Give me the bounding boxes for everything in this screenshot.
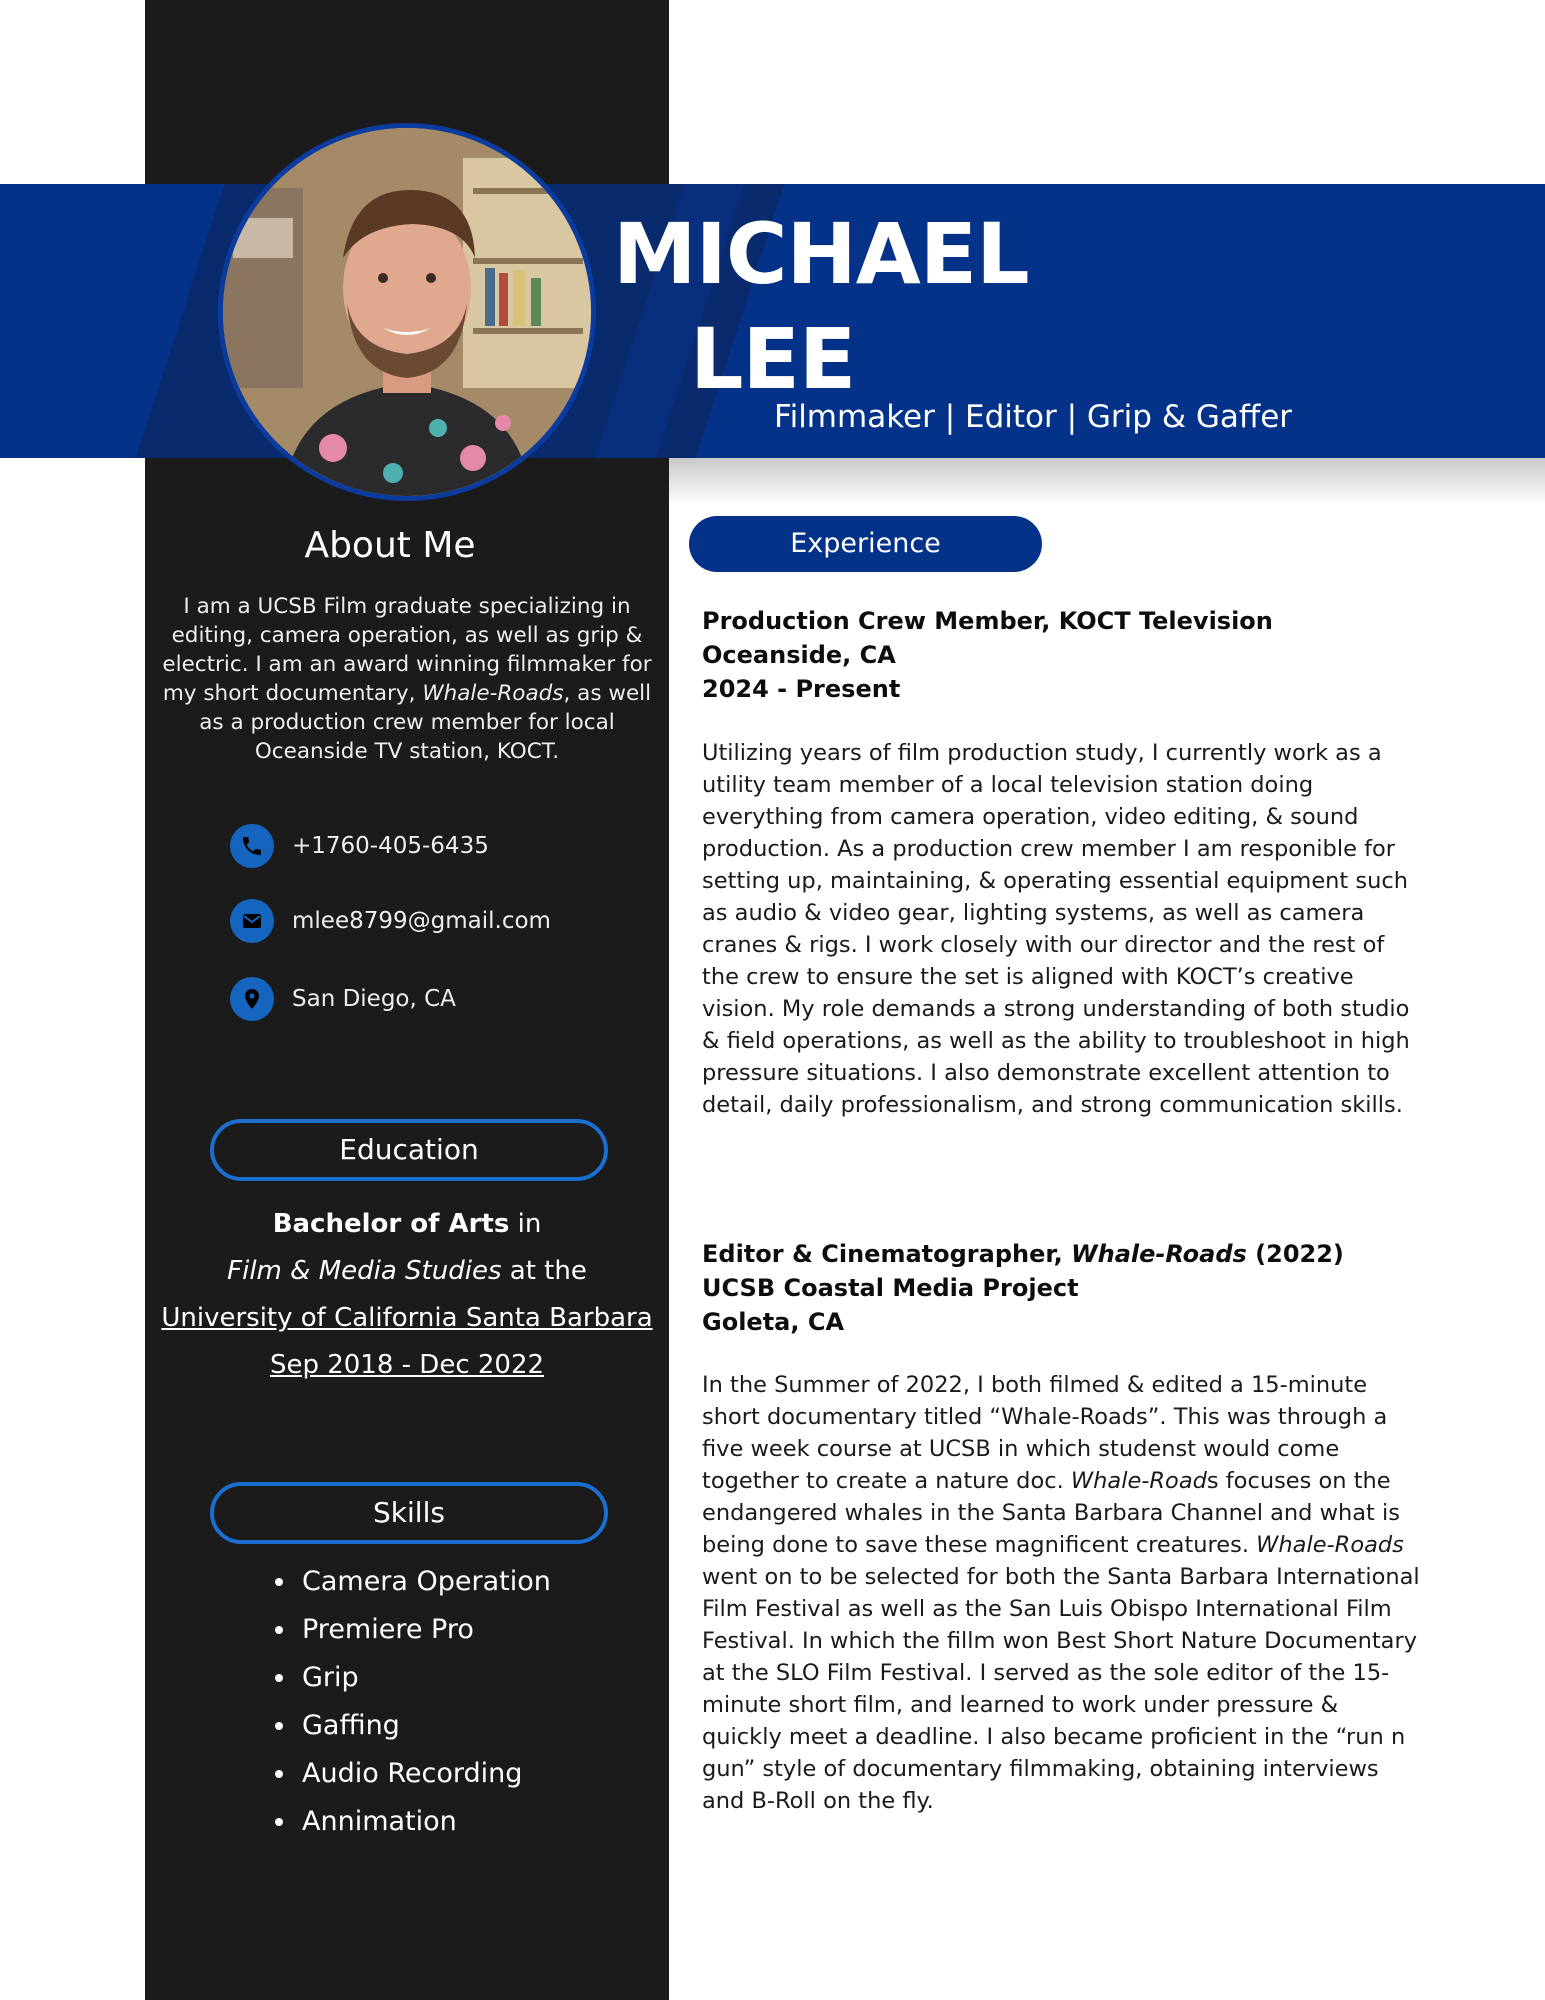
contact-email[interactable] [230,899,551,943]
email-icon [230,899,274,943]
person-portrait-icon [223,128,591,496]
profile-photo [218,123,596,501]
job2-organization: UCSB Coastal Media Project [702,1274,1079,1302]
skills-title: Skills [210,1482,608,1544]
education-title: Education [210,1119,608,1181]
job2-title [702,1237,1344,1271]
education-degree-line [145,1209,669,1239]
skill-item: • Gaffing [298,1702,551,1750]
school-link[interactable]: University of California Santa Barbara [161,1303,653,1333]
skill-item: • Camera Operation [298,1558,551,1606]
degree: Bachelor of Arts [272,1209,510,1239]
education-dates[interactable]: Sep 2018 - Dec 2022 [269,1350,545,1380]
about-text [160,592,654,766]
job2-film-title: Whale-Road [1070,1468,1207,1494]
skill-item: • Annimation [298,1798,551,1846]
experience-title: Experience [689,516,1042,572]
skill-item: • Premiere Pro [298,1606,551,1654]
about-title: About Me [304,525,476,566]
phone-number: +1760-405-6435 [292,833,489,859]
job1-title: Production Crew Member, KOCT Television [702,607,1273,635]
job2-film-title: Whale-Roads [1256,1532,1404,1558]
job2-year: (2022) [1246,1240,1344,1268]
skill-item: • Audio Recording [298,1750,551,1798]
skill-item: • Grip [298,1654,551,1702]
degree-connector: in [509,1209,542,1239]
about-film-title: Whale-Roads [422,681,564,706]
about-text-part: , as well as a production crew member for local Oceanside TV station, KOCT. [199,681,652,764]
phone-icon [230,824,274,868]
email-address: mlee8799@gmail.com [292,908,551,934]
tagline: Filmmaker | Editor | Grip & Gaffer [774,399,1293,435]
field-connector: at the [501,1256,587,1286]
job2-role: Editor & Cinematographer, [702,1240,1072,1268]
education-school-line [145,1303,669,1333]
job2-description [702,1369,1422,1817]
job2-film-title: Whale-Roads [1071,1240,1247,1268]
about-text-part: I am a UCSB Film graduate specializing in editing, camera operation, as well as grip & electric. I am an award winning filmmaker for my short documentary, [162,594,652,706]
job1-location: Oceanside, CA [702,641,896,669]
banner-shadow [669,458,1545,506]
job1-dates: 2024 - Present [702,675,901,703]
job2-text-part: In the Summer of 2022, I both filmed & edited a 15-minute short documentary titled “Whale-Roads”. This was through a five week course at UCSB in which studenst would come together to create a nature doc. [702,1372,1388,1494]
location-text: San Diego, CA [292,986,456,1012]
education-field-line [145,1256,669,1286]
last-name: LEE [690,310,856,408]
contact-location [230,977,456,1021]
job1-description: Utilizing years of film production study, I currently work as a utility team member of a local television station doing everything from camera operation, video editing, & sound production. As a production crew member I am responible for setting up, maintaining, & operating essential equipment such as audio & video gear, lighting systems, as well as camera cranes & rigs. I work closely with our director and the rest of the crew to ensure the set is aligned with KOCT’s creative vision. My role demands a strong understanding of both studio & field operations, as well as the ability to troubleshoot in high pressure situations. I also demonstrate excellent attention to detail, daily professionalism, and strong communication skills. [702,740,1410,1118]
field-of-study: Film & Media Studies [227,1256,502,1286]
job2-text-part: s focuses on the endangered whales in the Santa Barbara Channel and what is being done to save these magnificent creatures. [702,1468,1400,1558]
contact-phone[interactable] [230,824,489,868]
education-dates-line [145,1350,669,1380]
location-pin-icon [230,977,274,1021]
job2-location: Goleta, CA [702,1308,845,1336]
first-name: MICHAEL [613,205,1029,303]
job2-text-part: went on to be selected for both the Santa Barbara International Film Festival as well as the San Luis Obispo International Film Festival. In which the fillm won Best Short Nature Documentary at the SLO Film Festival. I served as the sole editor of the 15-minute short film, and learned to work under pressure & quickly meet a deadline. I also became proficient in the “run n gun” style of documentary filmmaking, obtaining interviews and B-Roll on the fly. [702,1564,1420,1814]
skills-list [270,1558,551,1846]
